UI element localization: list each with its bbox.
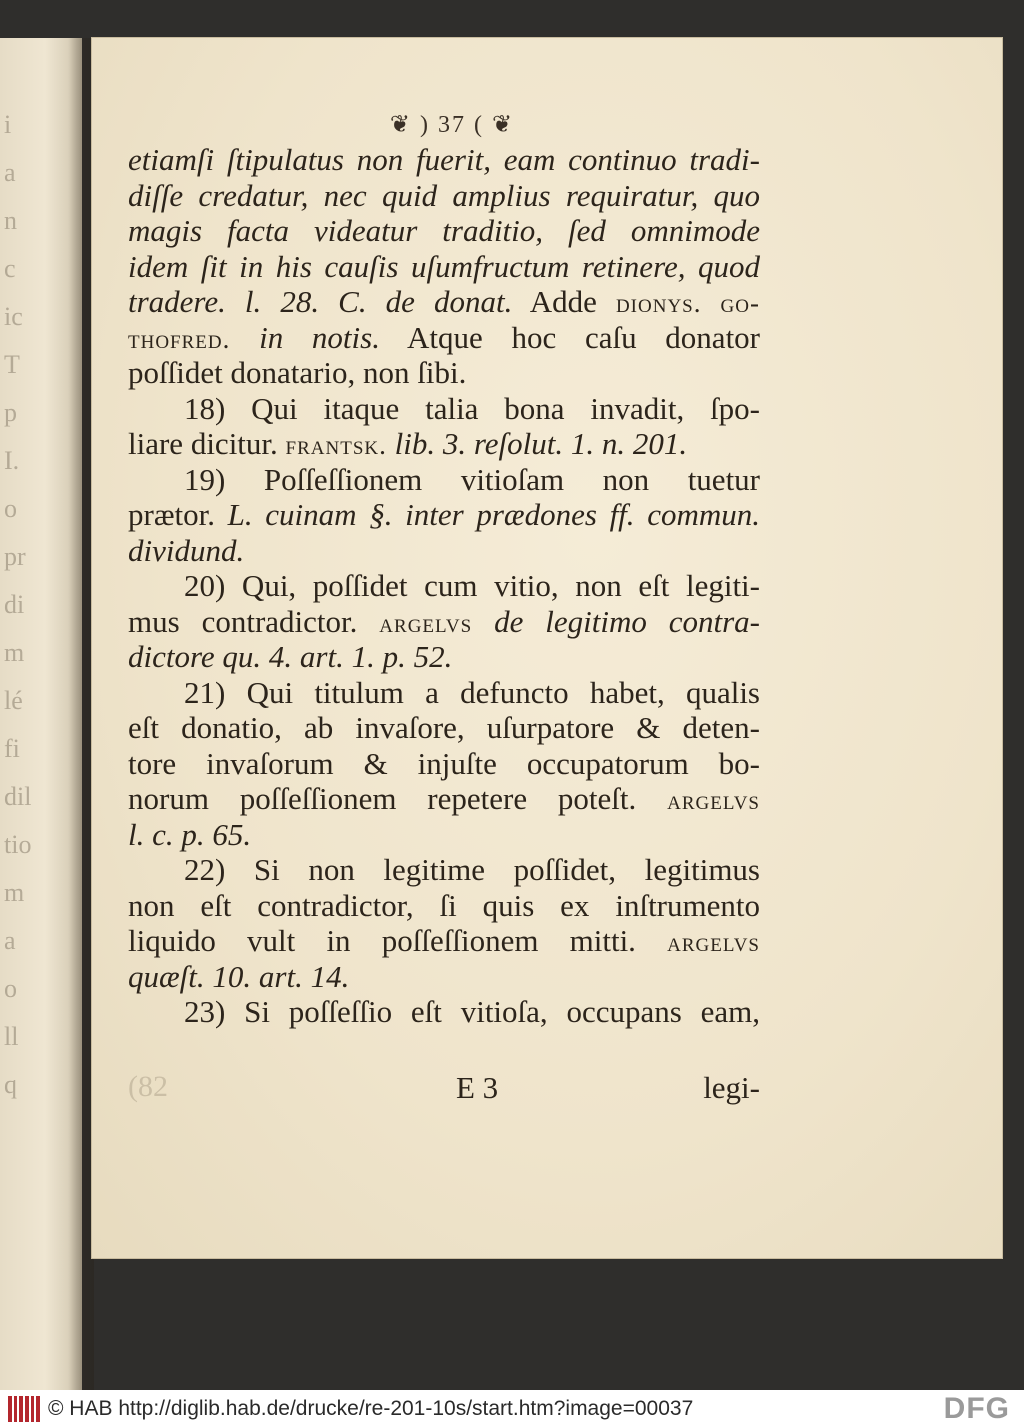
text-segment: tradere. l. 28. C. de donat. — [128, 284, 513, 319]
text-segment: 19) Poſſeſſionem vitioſam non tuetur — [184, 461, 760, 497]
text-segment: argelvs — [379, 607, 473, 638]
previous-page-fragment: p — [4, 398, 17, 427]
text-segment: etiamſi ſtipulatus non fuerit, eam continuo tradi- — [128, 142, 760, 177]
text-line — [128, 710, 760, 746]
text-segment: L. cuinam §. inter prædones ff. commun. — [227, 497, 760, 532]
previous-page-fragment: pr — [4, 542, 26, 571]
text-line — [128, 178, 760, 214]
text-segment: 18) Qui itaque talia bona invadit, ſpo- — [184, 390, 760, 426]
text-line — [128, 959, 760, 995]
text-line — [128, 462, 760, 498]
previous-page-fragment: i — [4, 110, 12, 139]
gutter-shadow — [68, 38, 94, 1390]
previous-page-fragment: m — [4, 638, 25, 667]
text-line — [128, 426, 760, 462]
text-segment: Adde — [512, 284, 616, 319]
previous-page-fragment: ll — [4, 1022, 19, 1051]
hab-logo-icon — [8, 1396, 40, 1422]
text-line — [128, 213, 760, 249]
text-segment: liare dicitur. — [128, 426, 286, 461]
text-line — [128, 320, 760, 356]
previous-page-fragment: dil — [4, 782, 32, 811]
text-segment: Atque hoc caſu donator — [379, 319, 761, 355]
text-segment: l. c. p. 65. — [128, 816, 252, 852]
copyright-link[interactable]: © HAB http://diglib.hab.de/drucke/re-201-10s/start.htm?image=00037 — [48, 1397, 694, 1420]
previous-page-fragment: T — [4, 350, 20, 379]
previous-page-fragment: q — [4, 1070, 17, 1099]
text-line — [128, 994, 760, 1030]
text-segment: lib. 3. reſolut. 1. n. 201. — [386, 426, 688, 461]
text-segment: norum poſſeſſionem repetere poteſt. — [128, 781, 668, 816]
dfg-logo: DFG — [943, 1392, 1010, 1425]
text-line — [128, 533, 760, 569]
viewer-footer-bar — [0, 1390, 1024, 1428]
text-line — [128, 639, 760, 675]
text-line — [128, 391, 760, 427]
text-segment: dividund. — [128, 532, 245, 568]
text-line — [128, 817, 760, 853]
page-body-text — [128, 142, 760, 1030]
text-segment: magis facta videatur traditio, ſed omnimode — [128, 213, 760, 248]
text-segment: quæſt. 10. art. 14. — [128, 958, 350, 994]
bleed-through-text: (82 — [128, 1070, 168, 1103]
text-segment: frantsk. — [285, 430, 387, 460]
text-line — [128, 284, 760, 320]
previous-page-fragment: o — [4, 494, 17, 523]
previous-page-fragment: m — [4, 878, 25, 907]
text-line — [128, 604, 760, 640]
text-segment: de legitimo contra- — [472, 603, 760, 639]
text-segment: poſſidet donatario, non ſibi. — [128, 355, 467, 390]
text-line — [128, 781, 760, 817]
text-segment: argelvs — [667, 785, 760, 815]
text-line — [128, 568, 760, 604]
previous-page-fragment: ic — [4, 302, 23, 331]
text-line — [128, 746, 760, 782]
text-segment: 23) Si poſſeſſio eſt vitioſa, occupans eam, — [184, 994, 760, 1029]
catchword: legi- — [703, 1070, 760, 1105]
text-line — [128, 497, 760, 533]
text-segment: argelvs — [667, 927, 760, 957]
text-line — [128, 888, 760, 924]
previous-page-fragment: I. — [4, 446, 20, 475]
previous-page-fragment: tio — [4, 830, 32, 859]
previous-page-fragment: lé — [4, 686, 23, 715]
text-segment: idem ſit in his cauſis uſumfructum retinere, quod — [128, 248, 760, 284]
text-segment: 20) Qui, poſſidet cum vitio, non eſt legiti- — [184, 568, 760, 603]
text-segment: prætor. — [128, 497, 228, 532]
text-line — [128, 355, 760, 391]
previous-page-fragment: a — [4, 926, 16, 955]
previous-page-fragment: c — [4, 254, 16, 283]
previous-page-fragment: n — [4, 206, 17, 235]
text-line — [128, 249, 760, 285]
text-segment: diſſe credatur, nec quid amplius requiratur, quo — [128, 177, 760, 213]
text-line — [128, 923, 760, 959]
page-header: ❦ ) 37 ( ❦ — [389, 112, 515, 138]
signature-mark: E 3 — [456, 1070, 499, 1105]
text-segment: dionys. go- — [615, 288, 760, 318]
text-segment: liquido vult in poſſeſſionem mitti. — [128, 923, 668, 958]
text-segment: eſt donatio, ab invaſore, uſurpatore & deten- — [128, 710, 760, 745]
text-line — [128, 675, 760, 711]
previous-page-fragment: di — [4, 590, 25, 619]
text-segment: 22) Si non legitime poſſidet, legitimus — [184, 852, 760, 887]
text-line — [128, 852, 760, 888]
text-segment: 21) Qui titulum a defuncto habet, qualis — [184, 674, 760, 710]
page-footer-line — [128, 1070, 760, 1106]
text-segment: in notis. — [230, 319, 380, 355]
text-segment: thofred. — [128, 323, 231, 354]
text-segment: dictore qu. 4. art. 1. p. 52. — [128, 639, 453, 674]
text-segment: mus contradictor. — [128, 603, 380, 639]
text-segment: non eſt contradictor, ſi quis ex inſtrumento — [128, 887, 760, 923]
previous-page-fragment: a — [4, 158, 16, 187]
text-segment: tore invaſorum & injuſte occupatorum bo- — [128, 745, 760, 781]
book-page — [92, 38, 1002, 1258]
previous-page-fragment: fi — [4, 734, 20, 763]
text-line — [128, 142, 760, 178]
previous-page-fragment: o — [4, 974, 17, 1003]
